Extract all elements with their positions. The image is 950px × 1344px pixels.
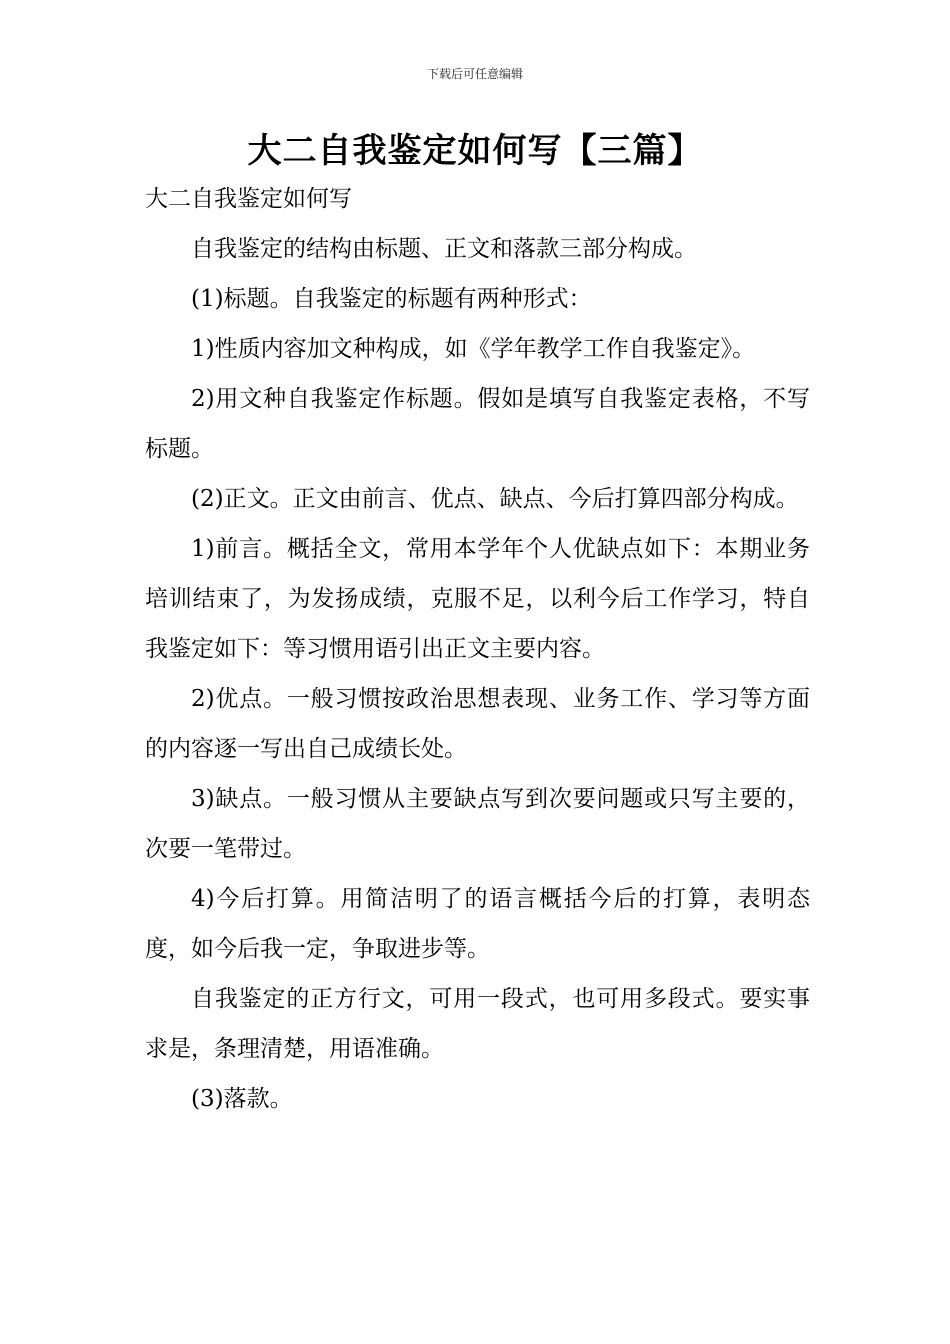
- paragraph-writing-style: 自我鉴定的正方行文，可用一段式，也可用多段式。要实事求是，条理清楚，用语准确。: [145, 986, 810, 1062]
- paragraph-title-section: (1)标题。自我鉴定的标题有两种形式：: [191, 286, 592, 312]
- paragraph-title-form-2: 2)用文种自我鉴定作标题。假如是填写自我鉴定表格，不写标题。: [145, 386, 810, 462]
- document-title: 大二自我鉴定如何写【三篇】: [247, 131, 703, 171]
- document-body: [145, 174, 810, 1124]
- paragraph-body-section: (2)正文。正文由前言、优点、缺点、今后打算四部分构成。: [191, 486, 799, 512]
- paragraph-future-plans: 4)今后打算。用简洁明了的语言概括今后的打算，表明态度，如今后我一定，争取进步等。: [145, 886, 810, 962]
- paragraph-title-form-1: 1)性质内容加文种构成，如《学年教学工作自我鉴定》。: [191, 336, 756, 362]
- paragraph-preface: 1)前言。概括全文，常用本学年个人优缺点如下：本期业务培训结束了，为发扬成绩，克服不足，以利今后工作学习，特自我鉴定如下：等习惯用语引出正文主要内容。: [145, 536, 810, 662]
- paragraph-signature-section: (3)落款。: [191, 1086, 293, 1112]
- paragraph-weaknesses: 3)缺点。一般习惯从主要缺点写到次要问题或只写主要的，次要一笔带过。: [145, 786, 810, 862]
- header-note: 下载后可任意编辑: [426, 67, 523, 81]
- section-heading: 大二自我鉴定如何写: [145, 186, 352, 212]
- paragraph-strengths: 2)优点。一般习惯按政治思想表现、业务工作、学习等方面的内容逐一写出自己成绩长处。: [145, 686, 810, 762]
- paragraph-structure: 自我鉴定的结构由标题、正文和落款三部分构成。: [191, 236, 697, 262]
